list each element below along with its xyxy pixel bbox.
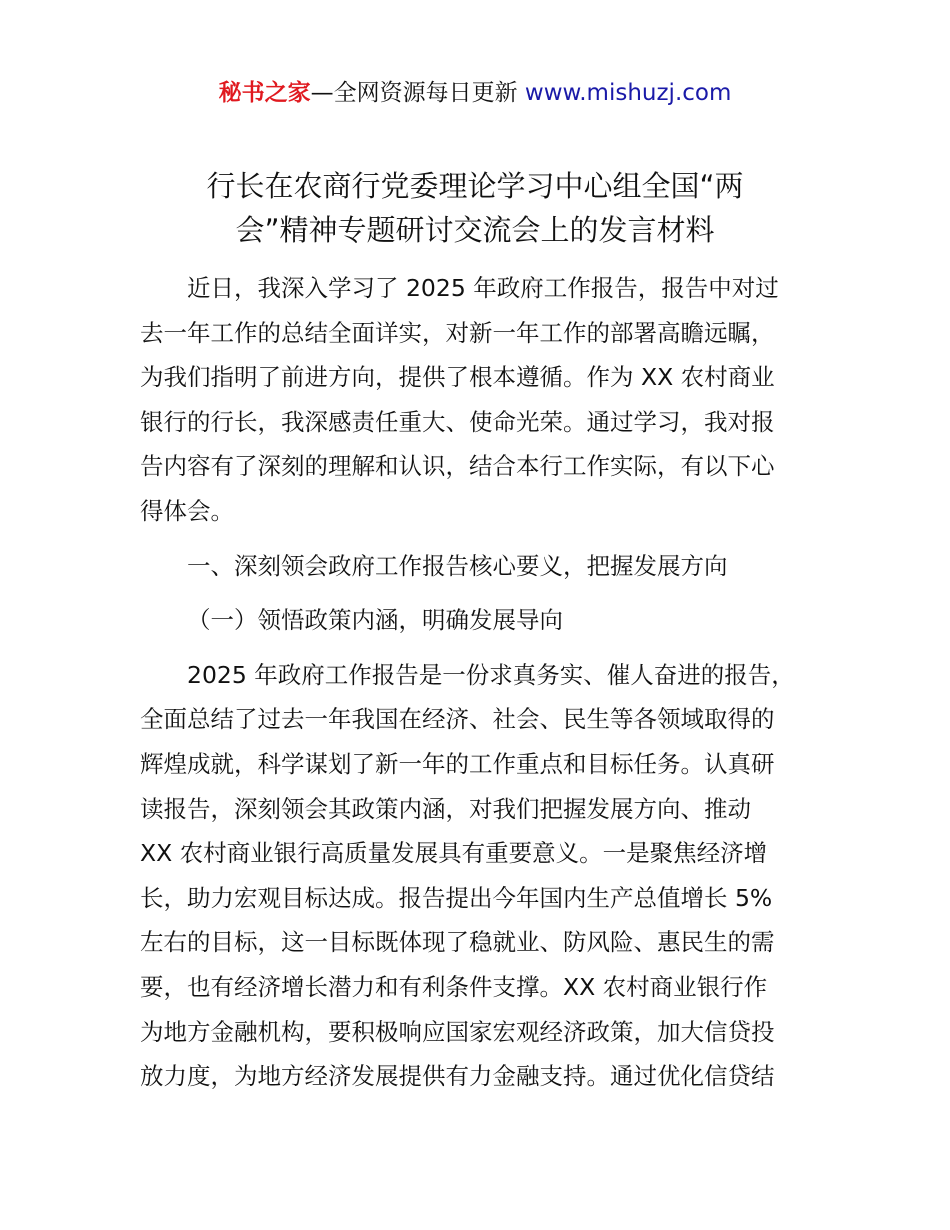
paragraph-line: 近日，我深入学习了 2025 年政府工作报告，报告中对过 (187, 274, 779, 302)
paragraph-line: 放力度，为地方经济发展提供有力金融支持。通过优化信贷结 (140, 1062, 775, 1091)
document-title (140, 164, 810, 252)
paragraph-line: 左右的目标，这一目标既体现了稳就业、防风险、惠民生的需 (140, 928, 775, 957)
document-body (140, 266, 830, 1099)
title-line: 会”精神专题研讨交流会上的发言材料 (235, 213, 715, 247)
section-heading: 一、深刻领会政府工作报告核心要义，把握发展方向 (187, 551, 728, 580)
paragraph-line: 2025 年政府工作报告是一份求真务实、催人奋进的报告， (187, 660, 795, 689)
paragraph-line: 为地方金融机构，要积极响应国家宏观经济政策，加大信贷投 (140, 1017, 775, 1046)
site-header (0, 76, 950, 110)
paragraph-line: 读报告，深刻领会其政策内涵，对我们把握发展方向、推动 (140, 794, 751, 823)
site-slogan: —全网资源每日更新 (310, 80, 525, 106)
site-brand: 秘书之家 (218, 80, 311, 106)
paragraph-line: 去一年工作的总结全面详实，对新一年工作的部署高瞻远瞩， (140, 318, 775, 347)
site-url-link[interactable]: www.mishuzj.com (524, 80, 732, 106)
paragraph-line: 得体会。 (140, 496, 234, 525)
title-line: 行长在农商行党委理论学习中心组全国“两 (206, 169, 744, 203)
paragraph-line: 银行的行长，我深感责任重大、使命光荣。通过学习，我对报 (140, 407, 775, 436)
paragraph-line: 全面总结了过去一年我国在经济、社会、民生等各领域取得的 (140, 705, 775, 734)
paragraph-line: 告内容有了深刻的理解和认识，结合本行工作实际，有以下心 (140, 452, 775, 481)
subsection-heading: （一）领悟政策内涵，明确发展导向 (187, 606, 563, 635)
paragraph-line: 要，也有经济增长潜力和有利条件支撑。XX 农村商业银行作 (140, 972, 768, 1001)
paragraph-line: 长，助力宏观目标达成。报告提出今年国内生产总值增长 5% (140, 883, 773, 912)
paragraph-line: XX 农村商业银行高质量发展具有重要意义。一是聚焦经济增 (140, 839, 768, 868)
paragraph-line: 辉煌成就，科学谋划了新一年的工作重点和目标任务。认真研 (140, 749, 775, 778)
paragraph-line: 为我们指明了前进方向，提供了根本遵循。作为 XX 农村商业 (140, 363, 775, 392)
